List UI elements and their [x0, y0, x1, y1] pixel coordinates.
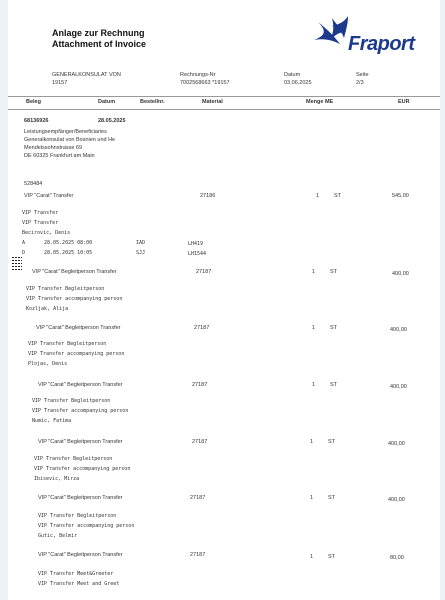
item-note: Plojas, Denis	[28, 361, 68, 367]
item-note: VIP Transfer accompanying person	[34, 466, 131, 472]
item-note: VIP Transfer	[22, 210, 59, 216]
column-beleg: Beleg	[26, 99, 41, 105]
item-material: 27187	[192, 382, 208, 388]
item-note: Ibisevic, Mirza	[34, 476, 80, 482]
item-quantity: 1	[312, 325, 316, 331]
item-amount: 80,00	[390, 555, 404, 561]
item-note: Kozljak, Alija	[26, 306, 69, 312]
item-note: VIP Transfer Meet&Greeter	[38, 571, 114, 577]
item-unit: ST	[330, 382, 338, 388]
address-line: DE 60325 Frankfurt am Main	[24, 153, 95, 159]
item-description: VIP "Carat" Begleitperson Transfer	[38, 552, 123, 558]
column-besteller: Bestellnr.	[140, 99, 165, 105]
item-note: VIP Transfer Begleitperson	[26, 286, 105, 292]
invoice-number-label: Rechnungs-Nr	[180, 72, 216, 78]
item-quantity: 1	[312, 269, 316, 275]
item-material: 27187	[190, 552, 206, 558]
column-datum: Datum	[98, 99, 116, 105]
item-note: VIP Transfer Begleitperson	[38, 513, 117, 519]
item-material: 27187	[192, 439, 208, 445]
invoice-date: 03.06.2025	[284, 80, 312, 86]
flight-code: A	[22, 240, 26, 246]
item-unit: ST	[328, 439, 336, 445]
item-description: VIP "Carat" Begleitperson Transfer	[38, 495, 123, 501]
item-amount: 400,00	[390, 327, 407, 333]
title-english: Attachment of Invoice	[52, 39, 147, 49]
column-header-row	[8, 96, 440, 110]
item-material: 27187	[194, 325, 210, 331]
address-line: Mendelssohnstrasse 69	[24, 145, 83, 151]
address-line: Leistungsempfänger/Beneficiaries	[24, 129, 107, 135]
item-note: Gutic, Belmir	[38, 533, 78, 539]
column-eur: EUR	[398, 99, 410, 105]
item-unit: ST	[328, 495, 336, 501]
page-number: 2/3	[356, 80, 364, 86]
item-note: VIP Transfer accompanying person	[26, 296, 123, 302]
flight-code: D	[22, 250, 26, 256]
qr-code-icon	[12, 256, 22, 270]
flight-number: LH1544	[188, 251, 207, 257]
customer-number: 19157	[52, 80, 68, 86]
document-title	[52, 28, 146, 50]
flight-date: 28.05.2025 08:00	[44, 240, 93, 246]
address-line: Generalkonsulat von Bosnien und He	[24, 137, 116, 143]
item-quantity: 1	[310, 495, 314, 501]
item-description: VIP "Carat" Begleitperson Transfer	[38, 439, 123, 445]
date-label: Datum	[284, 72, 301, 78]
record-beleg: 68136926	[24, 118, 49, 124]
item-quantity: 1	[316, 193, 320, 199]
item-unit: ST	[328, 554, 336, 560]
item-amount: 545,00	[392, 193, 409, 199]
item-note: VIP Transfer Begleitperson	[32, 398, 111, 404]
invoice-number: 7002568663 *19157	[180, 80, 230, 86]
item-note: VIP Transfer Begleitperson	[28, 341, 107, 347]
item-description: VIP "Carat" Begleitperson Transfer	[38, 382, 123, 388]
item-amount: 400,00	[392, 271, 409, 277]
item-note: Numic, Fatima	[32, 418, 72, 424]
item-description: VIP "Carat" Begleitperson Transfer	[36, 325, 121, 331]
flight-airport: IAD	[136, 240, 146, 246]
record-date: 28.05.2025	[98, 118, 126, 124]
item-note: VIP Transfer accompanying person	[32, 408, 129, 414]
item-amount: 400,00	[388, 497, 405, 503]
item-unit: ST	[330, 325, 338, 331]
item-unit: ST	[330, 269, 338, 275]
item-amount: 400,00	[390, 384, 407, 390]
item-amount: 400,00	[388, 441, 405, 447]
column-menge: Menge ME	[306, 99, 334, 105]
item-unit: ST	[334, 193, 342, 199]
item-note: VIP Transfer accompanying person	[28, 351, 125, 357]
column-material: Material	[202, 99, 223, 105]
title-german: Anlage zur Rechnung	[52, 28, 145, 38]
item-description: VIP "Carat" Begleitperson Transfer	[32, 269, 117, 275]
flight-number: LH419	[188, 241, 204, 247]
item-material: 27187	[196, 269, 212, 275]
item-note: VIP Transfer	[22, 220, 59, 226]
item-note: VIP Transfer accompanying person	[38, 523, 135, 529]
flight-airport: SJJ	[136, 250, 146, 256]
reference-number: 528484	[24, 181, 43, 187]
item-quantity: 1	[310, 554, 314, 560]
item-material: 27187	[190, 495, 206, 501]
item-note: VIP Transfer Begleitperson	[34, 456, 113, 462]
customer-name: GENERALKONSULAT VON	[52, 72, 121, 78]
page-label: Seite	[356, 72, 369, 78]
item-quantity: 1	[312, 382, 316, 388]
item-note: Becirovic, Denis	[22, 230, 71, 236]
item-note: VIP Transfer Meet and Greet	[38, 581, 120, 587]
invoice-page	[8, 0, 440, 600]
flight-date: 28.05.2025 10:05	[44, 250, 93, 256]
logo-wordmark: Fraport	[348, 33, 415, 55]
item-description: VIP "Carat" Transfer	[24, 193, 74, 199]
item-material: 27186	[200, 193, 216, 199]
item-quantity: 1	[310, 439, 314, 445]
